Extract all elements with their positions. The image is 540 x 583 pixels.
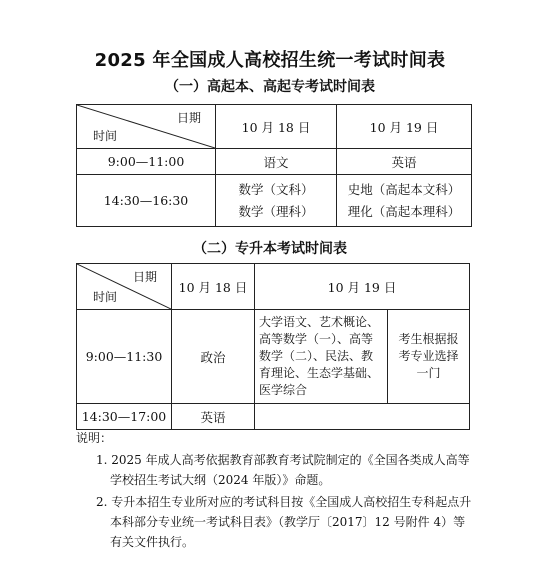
empty-cell [255,404,470,430]
subject-cell [337,175,472,227]
subject-note-cell: 考生根据报考专业选择一门 [388,310,470,404]
header-date-2: 10 月 19 日 [255,264,470,310]
header-date-label: 日期 [132,270,157,284]
header-date-label: 日期 [176,111,201,125]
subject-line: 史地（高起本文科） [347,181,461,197]
subject-cell [216,175,337,227]
subject-list-cell: 大学语文、艺术概论、高等数学（一）、高等数学（二）、民法、教育理论、生态学基础、医学综合 [255,310,388,404]
header-date-1: 10 月 18 日 [216,105,337,149]
header-corner-cell [77,105,216,149]
header-time-label: 时间 [93,290,118,304]
subject-cell: 政治 [172,310,255,404]
header-time-label: 时间 [93,129,118,143]
time-slot: 9:00—11:30 [77,310,172,404]
subject-cell: 语文 [216,149,337,175]
subject-cell: 英语 [337,149,472,175]
header-corner-cell [77,264,172,310]
time-slot: 14:30—17:00 [77,404,172,430]
notes-section [76,428,476,554]
note-item: 1. 2025 年成人高考依据教育部教育考试院制定的《全国各类成人高等学校招生考试大纲（2024 年版）》命题。 [96,453,470,487]
time-slot: 9:00—11:00 [77,149,216,175]
notes-label: 说明： [76,431,113,445]
header-date-2: 10 月 19 日 [337,105,472,149]
section1-heading: （一）高起本、高起专考试时间表 [165,79,375,95]
note-item: 2. 专升本招生专业所对应的考试科目按《全国成人高校招生专科起点升本科部分专业统一考试科目表》（教学厅〔2017〕12 号附件 4）等有关文件执行。 [96,495,472,549]
subject-line: 数学（理科） [238,203,314,219]
section2-heading: （二）专升本考试时间表 [193,241,347,257]
subject-line: 理化（高起本理科） [347,203,461,219]
subject-cell: 英语 [172,404,255,430]
time-slot: 14:30—16:30 [77,175,216,227]
subject-line: 数学（文科） [238,181,314,197]
header-date-1: 10 月 18 日 [172,264,255,310]
section2-table [76,263,470,430]
page-title: 2025 年全国成人高校招生统一考试时间表 [94,50,446,71]
section1-table [76,104,472,227]
